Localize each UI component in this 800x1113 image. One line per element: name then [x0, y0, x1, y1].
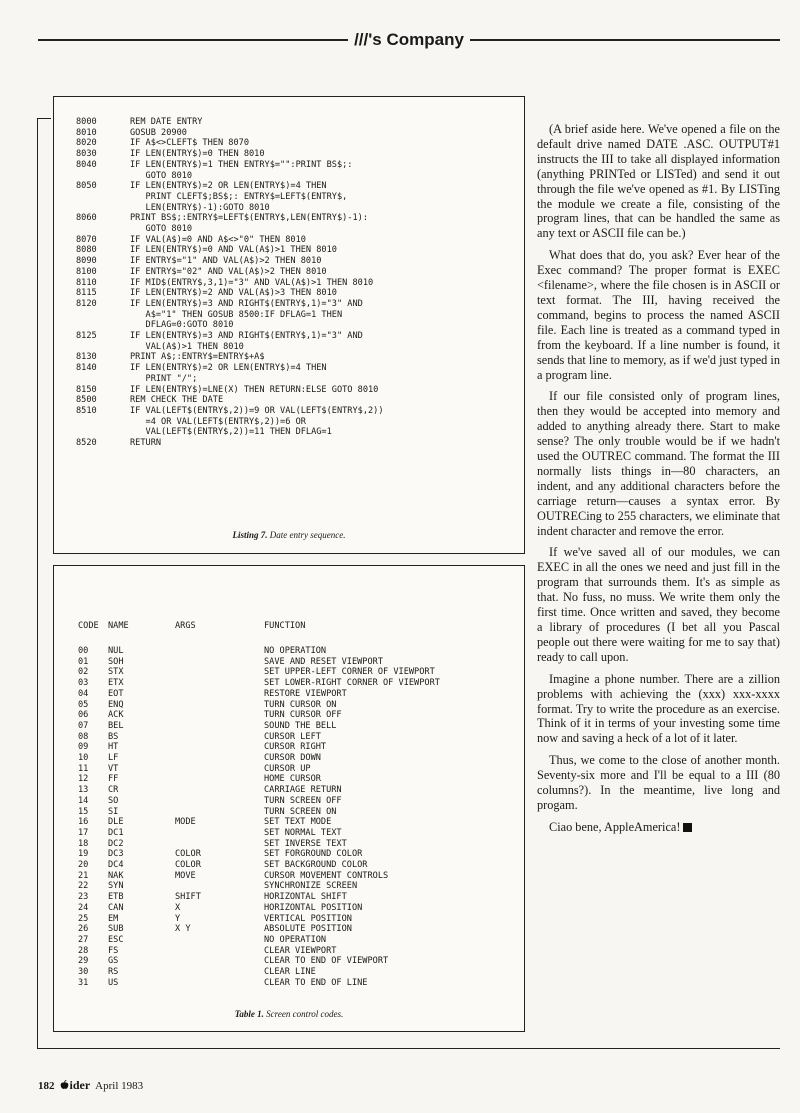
- table-row: [78, 732, 514, 743]
- code-line: [76, 213, 384, 224]
- line-number: 8115: [76, 288, 97, 299]
- table-row: [78, 892, 514, 903]
- line-number: 8120: [76, 298, 97, 309]
- line-code: REM DATE ENTRY: [130, 117, 203, 127]
- line-code: GOSUB 20900: [130, 127, 187, 138]
- line-code: IF MID$(ENTRY$,3,1)="3" AND VAL(A$)>1 THEN 8010: [130, 277, 374, 288]
- line-code: IF ENTRY$="02" AND VAL(A$)>2 THEN 8010: [130, 266, 327, 277]
- code-cell: 01: [78, 656, 89, 667]
- table-row: [78, 924, 514, 935]
- code-cell: 18: [78, 838, 89, 849]
- code-cell: 02: [78, 667, 89, 678]
- args-cell: [175, 785, 264, 796]
- apple-logo-icon: [60, 1080, 69, 1090]
- page-header: [38, 25, 780, 55]
- table-row: [78, 860, 514, 871]
- column-header: CODE: [78, 621, 99, 631]
- code-line: [76, 299, 384, 310]
- code-line: [76, 385, 384, 396]
- frame-rule: [37, 118, 51, 119]
- table-row: [78, 700, 514, 711]
- code-line: [76, 117, 384, 128]
- article-body: [537, 122, 780, 835]
- args-cell: [175, 700, 264, 711]
- function-cell: CURSOR DOWN: [264, 753, 321, 764]
- article-paragraph: (A brief aside here. We've opened a file on the default drive named DATE .ASC. OUTPUT#1 instructs the III to take all displayed information (anything PRINTed or LISTed) and send it out through the file we've opened as #1. By LISTing the module we create a file, consisting of the program lines, that can be handled the same as any text or ASCII file can be.): [537, 122, 780, 241]
- line-number: 8080: [76, 245, 97, 256]
- line-code: PRINT CLEFT$;BS$;: ENTRY$=LEFT$(ENTRY$,: [130, 191, 348, 202]
- column-header: ARGS: [175, 621, 196, 631]
- table-row: [78, 935, 514, 946]
- code-line: [76, 171, 384, 182]
- code-line: [76, 203, 384, 214]
- code-cell: 19: [78, 849, 89, 860]
- line-number: 8000: [76, 117, 97, 127]
- line-code: IF LEN(ENTRY$)=2 AND VAL(A$)>3 THEN 8010: [130, 288, 337, 299]
- code-cell: 03: [78, 678, 89, 689]
- name-cell: NAK: [108, 870, 124, 881]
- function-cell: TURN SCREEN OFF: [264, 795, 342, 806]
- args-cell: [175, 710, 264, 721]
- code-cell: 31: [78, 977, 89, 988]
- args-cell: [175, 828, 264, 839]
- line-code: IF A$<>CLEFT$ THEN 8070: [130, 138, 249, 149]
- signoff: [537, 820, 780, 835]
- function-cell: SET TEXT MODE: [264, 817, 332, 828]
- code-cell: 25: [78, 913, 89, 924]
- table-box: [53, 565, 525, 1032]
- code-line: [76, 342, 384, 353]
- table-row: [78, 753, 514, 764]
- args-cell: [175, 721, 264, 732]
- code-line: [76, 128, 384, 139]
- code-cell: 24: [78, 902, 89, 913]
- args-cell: [175, 796, 264, 807]
- table-body: [78, 646, 514, 989]
- table-row: [78, 785, 514, 796]
- code-cell: 14: [78, 795, 89, 806]
- line-number: 8090: [76, 256, 97, 267]
- line-code: IF LEN(ENTRY$)=0 THEN 8010: [130, 149, 265, 160]
- function-cell: SOUND THE BELL: [264, 720, 337, 731]
- line-number: [76, 342, 130, 353]
- name-cell: FS: [108, 945, 119, 956]
- code-cell: 27: [78, 934, 89, 945]
- table-row: [78, 764, 514, 775]
- name-cell: US: [108, 977, 119, 988]
- function-cell: CLEAR VIEWPORT: [264, 945, 337, 956]
- table-caption: [54, 1009, 524, 1019]
- code-cell: 05: [78, 699, 89, 710]
- args-cell: [175, 732, 264, 743]
- function-cell: SAVE AND RESET VIEWPORT: [264, 656, 383, 667]
- code-line: [76, 363, 384, 374]
- table-row: [78, 807, 514, 818]
- function-cell: CURSOR RIGHT: [264, 742, 327, 753]
- code-cell: 13: [78, 785, 89, 796]
- line-code: =4 OR VAL(LEFT$(ENTRY$,2))=6 OR: [130, 416, 306, 427]
- page-footer: [38, 1078, 143, 1093]
- listing-caption: [54, 530, 524, 540]
- name-cell: SI: [108, 806, 119, 817]
- table-row: [78, 839, 514, 850]
- args-cell: COLOR: [175, 860, 201, 871]
- line-code: IF LEN(ENTRY$)=1 THEN ENTRY$="":PRINT BS$;:: [130, 159, 353, 170]
- args-cell: [175, 956, 264, 967]
- code-cell: 21: [78, 870, 89, 881]
- code-line: [76, 224, 384, 235]
- code-cell: 16: [78, 817, 89, 828]
- function-cell: CURSOR UP: [264, 763, 311, 774]
- header-rule-right: [470, 39, 780, 41]
- function-cell: SET UPPER-LEFT CORNER OF VIEWPORT: [264, 667, 435, 678]
- line-number: 8510: [76, 405, 97, 416]
- name-cell: VT: [108, 763, 119, 774]
- function-cell: SET BACKGROUND COLOR: [264, 860, 368, 871]
- code-cell: 17: [78, 827, 89, 838]
- table-row: [78, 881, 514, 892]
- line-number: [76, 171, 130, 182]
- function-cell: SET LOWER-RIGHT CORNER OF VIEWPORT: [264, 678, 440, 689]
- name-cell: DC1: [108, 827, 124, 838]
- line-code: LEN(ENTRY$)-1):GOTO 8010: [130, 202, 270, 213]
- function-cell: TURN CURSOR ON: [264, 699, 337, 710]
- code-cell: 09: [78, 742, 89, 753]
- function-cell: CURSOR MOVEMENT CONTROLS: [264, 870, 389, 881]
- table-row: [78, 914, 514, 925]
- args-cell: [175, 881, 264, 892]
- table-header: [78, 621, 514, 632]
- page-number: 182: [38, 1079, 55, 1092]
- code-line: [76, 267, 384, 278]
- line-code: A$="1" THEN GOSUB 8500:IF DFLAG=1 THEN: [130, 309, 343, 320]
- caption-text: Date entry sequence.: [269, 530, 346, 540]
- line-number: 8110: [76, 277, 97, 288]
- line-number: 8030: [76, 149, 97, 160]
- line-number: 8150: [76, 384, 97, 395]
- code-cell: 23: [78, 892, 89, 903]
- name-cell: BEL: [108, 720, 124, 731]
- name-cell: STX: [108, 667, 124, 678]
- code-line: [76, 320, 384, 331]
- function-cell: CLEAR TO END OF VIEWPORT: [264, 956, 389, 967]
- caption-label: Table 1.: [234, 1009, 264, 1019]
- code-line: [76, 245, 384, 256]
- code-listing: [76, 117, 384, 449]
- frame-rule: [37, 1048, 780, 1049]
- args-cell: MOVE: [175, 870, 196, 881]
- code-line: [76, 192, 384, 203]
- code-cell: 10: [78, 753, 89, 764]
- line-number: 8040: [76, 159, 97, 170]
- article-paragraph: If our file consisted only of program lines, then they would be accepted into memory and added to anything already there. Start to make sense? The only trouble would be if we hadn't used the OUTREC command. The format the III normally lists things in—80 characters, an indent, and any additional characters before the carriage return—causes a syntax error. By OUTRECing to 255 characters, we eliminate that indent character and remove the error.: [537, 389, 780, 538]
- code-cell: 11: [78, 763, 89, 774]
- table-row: [78, 956, 514, 967]
- line-number: 8140: [76, 363, 97, 374]
- name-cell: CAN: [108, 902, 124, 913]
- name-cell: EOT: [108, 688, 124, 699]
- table-row: [78, 710, 514, 721]
- table-row: [78, 967, 514, 978]
- args-cell: [175, 967, 264, 978]
- line-number: [76, 310, 130, 321]
- args-cell: [175, 689, 264, 700]
- function-cell: NO OPERATION: [264, 934, 327, 945]
- args-cell: [175, 678, 264, 689]
- function-cell: RESTORE VIEWPORT: [264, 688, 347, 699]
- args-cell: MODE: [175, 817, 196, 828]
- table-row: [78, 721, 514, 732]
- function-cell: HORIZONTAL POSITION: [264, 902, 363, 913]
- line-number: [76, 320, 130, 331]
- name-cell: EM: [108, 913, 119, 924]
- line-code: GOTO 8010: [130, 224, 193, 235]
- line-code: IF LEN(ENTRY$)=LNE(X) THEN RETURN:ELSE GOTO 8010: [130, 384, 379, 395]
- line-number: 8100: [76, 266, 97, 277]
- code-cell: 15: [78, 806, 89, 817]
- code-line: [76, 181, 384, 192]
- line-number: [76, 417, 130, 428]
- line-number: 8125: [76, 331, 97, 342]
- name-cell: DC2: [108, 838, 124, 849]
- table-row: [78, 678, 514, 689]
- code-line: [76, 160, 384, 171]
- function-cell: CURSOR LEFT: [264, 731, 321, 742]
- name-cell: GS: [108, 956, 119, 967]
- args-cell: [175, 935, 264, 946]
- args-cell: Y: [175, 913, 181, 924]
- signoff-text: Ciao bene, AppleAmerica!: [549, 819, 681, 834]
- code-line: [76, 310, 384, 321]
- code-line: [76, 331, 384, 342]
- frame-rule: [37, 118, 38, 1048]
- name-cell: DC3: [108, 849, 124, 860]
- table-row: [78, 978, 514, 989]
- line-code: PRINT BS$;:ENTRY$=LEFT$(ENTRY$,LEN(ENTRY$)-1):: [130, 213, 368, 224]
- name-cell: ENQ: [108, 699, 124, 710]
- line-code: REM CHECK THE DATE: [130, 395, 224, 406]
- name-cell: BS: [108, 731, 119, 742]
- line-code: IF LEN(ENTRY$)=2 OR LEN(ENTRY$)=4 THEN: [130, 363, 327, 374]
- function-cell: SET NORMAL TEXT: [264, 827, 342, 838]
- table-row: [78, 774, 514, 785]
- code-cell: 04: [78, 688, 89, 699]
- name-cell: SOH: [108, 656, 124, 667]
- function-cell: HORIZONTAL SHIFT: [264, 892, 347, 903]
- table-row: [78, 689, 514, 700]
- code-cell: 06: [78, 710, 89, 721]
- line-code: IF LEN(ENTRY$)=0 AND VAL(A$)>1 THEN 8010: [130, 245, 337, 256]
- name-cell: CR: [108, 785, 119, 796]
- line-number: [76, 224, 130, 235]
- code-line: [76, 352, 384, 363]
- name-cell: FF: [108, 774, 119, 785]
- name-cell: NUL: [108, 646, 124, 656]
- args-cell: SHIFT: [175, 892, 201, 903]
- magazine-logo: [60, 1078, 91, 1093]
- code-cell: 28: [78, 945, 89, 956]
- name-cell: SYN: [108, 881, 124, 892]
- args-cell: [175, 839, 264, 850]
- function-cell: VERTICAL POSITION: [264, 913, 352, 924]
- function-cell: SET FORGROUND COLOR: [264, 849, 363, 860]
- code-line: [76, 235, 384, 246]
- header-rule-left: [38, 39, 348, 41]
- line-code: IF VAL(LEFT$(ENTRY$,2))=9 OR VAL(LEFT$(ENTRY$,2)): [130, 405, 384, 416]
- table-row: [78, 871, 514, 882]
- args-cell: [175, 978, 264, 989]
- line-number: 8020: [76, 138, 97, 149]
- code-line: [76, 427, 384, 438]
- table-row: [78, 849, 514, 860]
- code-line: [76, 288, 384, 299]
- table-row: [78, 946, 514, 957]
- name-cell: DLE: [108, 817, 124, 828]
- code-line: [76, 406, 384, 417]
- table-row: [78, 817, 514, 828]
- code-line: [76, 438, 384, 449]
- code-cell: 00: [78, 646, 89, 656]
- line-number: [76, 203, 130, 214]
- end-mark-icon: [683, 823, 692, 832]
- name-cell: DC4: [108, 860, 124, 871]
- article-paragraph: Imagine a phone number. There are a zillion problems with achieving the (xxx) xxx-xxxx format. Try to write the procedure as an exercise. Think of it in terms of your investing some time now and saving a heck of a lot of it later.: [537, 671, 780, 746]
- line-code: VAL(LEFT$(ENTRY$,2))=11 THEN DFLAG=1: [130, 427, 332, 438]
- args-cell: [175, 774, 264, 785]
- args-cell: [175, 646, 264, 657]
- section-title: ///'s Company: [354, 30, 464, 49]
- article-paragraph: What does that do, you ask? Ever hear of the Exec command? The proper format is EXEC <filename>, where the file chosen is in ASCII or text format. The III, having received the command, begins to process the named ASCII file. Each line is treated as a command typed in from the keyboard. If a line number is found, it sends that line to memory, as if we'd just typed in a program line.: [537, 248, 780, 382]
- code-line: [76, 374, 384, 385]
- name-cell: RS: [108, 967, 119, 978]
- args-cell: X Y: [175, 924, 191, 935]
- function-cell: CARRIAGE RETURN: [264, 785, 342, 796]
- code-cell: 22: [78, 881, 89, 892]
- function-cell: SYNCHRONIZE SCREEN: [264, 881, 358, 892]
- function-cell: TURN CURSOR OFF: [264, 710, 342, 721]
- name-cell: HT: [108, 742, 119, 753]
- table-row: [78, 742, 514, 753]
- issue-date: April 1983: [95, 1079, 144, 1092]
- line-number: 8050: [76, 181, 97, 192]
- args-cell: [175, 764, 264, 775]
- table-row: [78, 828, 514, 839]
- listing-box: [53, 96, 525, 554]
- table-row: [78, 903, 514, 914]
- args-cell: X: [175, 902, 181, 913]
- function-cell: CLEAR LINE: [264, 967, 316, 978]
- line-code: GOTO 8010: [130, 170, 193, 181]
- args-cell: [175, 753, 264, 764]
- code-cell: 07: [78, 720, 89, 731]
- line-code: DFLAG=0:GOTO 8010: [130, 320, 234, 331]
- args-cell: [175, 657, 264, 668]
- name-cell: LF: [108, 753, 119, 764]
- line-number: 8010: [76, 127, 97, 138]
- args-cell: [175, 946, 264, 957]
- line-number: [76, 427, 130, 438]
- code-line: [76, 149, 384, 160]
- line-code: PRINT "/";: [130, 373, 198, 384]
- line-code: VAL(A$)>1 THEN 8010: [130, 341, 244, 352]
- line-code: PRINT A$;:ENTRY$=ENTRY$+A$: [130, 352, 265, 363]
- table-row: [78, 657, 514, 668]
- code-cell: 29: [78, 956, 89, 967]
- line-code: IF VAL(A$)=0 AND A$<>"0" THEN 8010: [130, 234, 306, 245]
- function-cell: ABSOLUTE POSITION: [264, 924, 352, 935]
- caption-text: Screen control codes.: [266, 1009, 344, 1019]
- args-cell: [175, 742, 264, 753]
- line-code: IF LEN(ENTRY$)=3 AND RIGHT$(ENTRY$,1)="3" AND: [130, 331, 363, 342]
- article-paragraph: If we've saved all of our modules, we can EXEC in all the ones we need and just fill in the program that surrounds them. It's as simple as that. No fuss, no muss. We write them only the first time. Once written and saved, they become a library of procedures (I bet all you Pascal people out there were waiting for me to say that) ready to call upon.: [537, 545, 780, 664]
- table-row: [78, 796, 514, 807]
- table-row: [78, 646, 514, 657]
- args-cell: [175, 667, 264, 678]
- code-cell: 20: [78, 860, 89, 871]
- name-cell: ESC: [108, 934, 124, 945]
- code-line: [76, 138, 384, 149]
- code-cell: 12: [78, 774, 89, 785]
- name-cell: SUB: [108, 924, 124, 935]
- function-cell: TURN SCREEN ON: [264, 806, 337, 817]
- code-line: [76, 256, 384, 267]
- code-cell: 30: [78, 967, 89, 978]
- line-number: 8520: [76, 438, 97, 449]
- line-number: 8070: [76, 234, 97, 245]
- code-cell: 26: [78, 924, 89, 935]
- caption-label: Listing 7.: [232, 530, 268, 540]
- function-cell: HOME CURSOR: [264, 774, 321, 785]
- code-cell: 08: [78, 731, 89, 742]
- name-cell: SO: [108, 795, 119, 806]
- args-cell: COLOR: [175, 849, 201, 860]
- line-number: 8060: [76, 213, 97, 224]
- line-code: IF LEN(ENTRY$)=2 OR LEN(ENTRY$)=4 THEN: [130, 181, 327, 192]
- args-cell: [175, 807, 264, 818]
- line-number: [76, 192, 130, 203]
- magazine-name: ider: [69, 1078, 91, 1092]
- line-number: 8130: [76, 352, 97, 363]
- name-cell: ETX: [108, 678, 124, 689]
- code-line: [76, 278, 384, 289]
- function-cell: NO OPERATION: [264, 646, 327, 656]
- table-row: [78, 667, 514, 678]
- line-number: 8500: [76, 395, 97, 406]
- line-code: IF LEN(ENTRY$)=3 AND RIGHT$(ENTRY$,1)="3" AND: [130, 298, 363, 309]
- line-code: IF ENTRY$="1" AND VAL(A$)>2 THEN 8010: [130, 256, 322, 267]
- code-line: [76, 395, 384, 406]
- name-cell: ETB: [108, 892, 124, 903]
- article-paragraph: Thus, we come to the close of another month. Seventy-six more and I'll be equal to a III (80 columns?). In the meantime, live long and progam.: [537, 753, 780, 812]
- function-cell: CLEAR TO END OF LINE: [264, 977, 368, 988]
- name-cell: ACK: [108, 710, 124, 721]
- column-header: FUNCTION: [264, 621, 306, 631]
- code-line: [76, 417, 384, 428]
- line-number: [76, 374, 130, 385]
- column-header: NAME: [108, 621, 129, 631]
- line-code: RETURN: [130, 438, 162, 449]
- function-cell: SET INVERSE TEXT: [264, 838, 347, 849]
